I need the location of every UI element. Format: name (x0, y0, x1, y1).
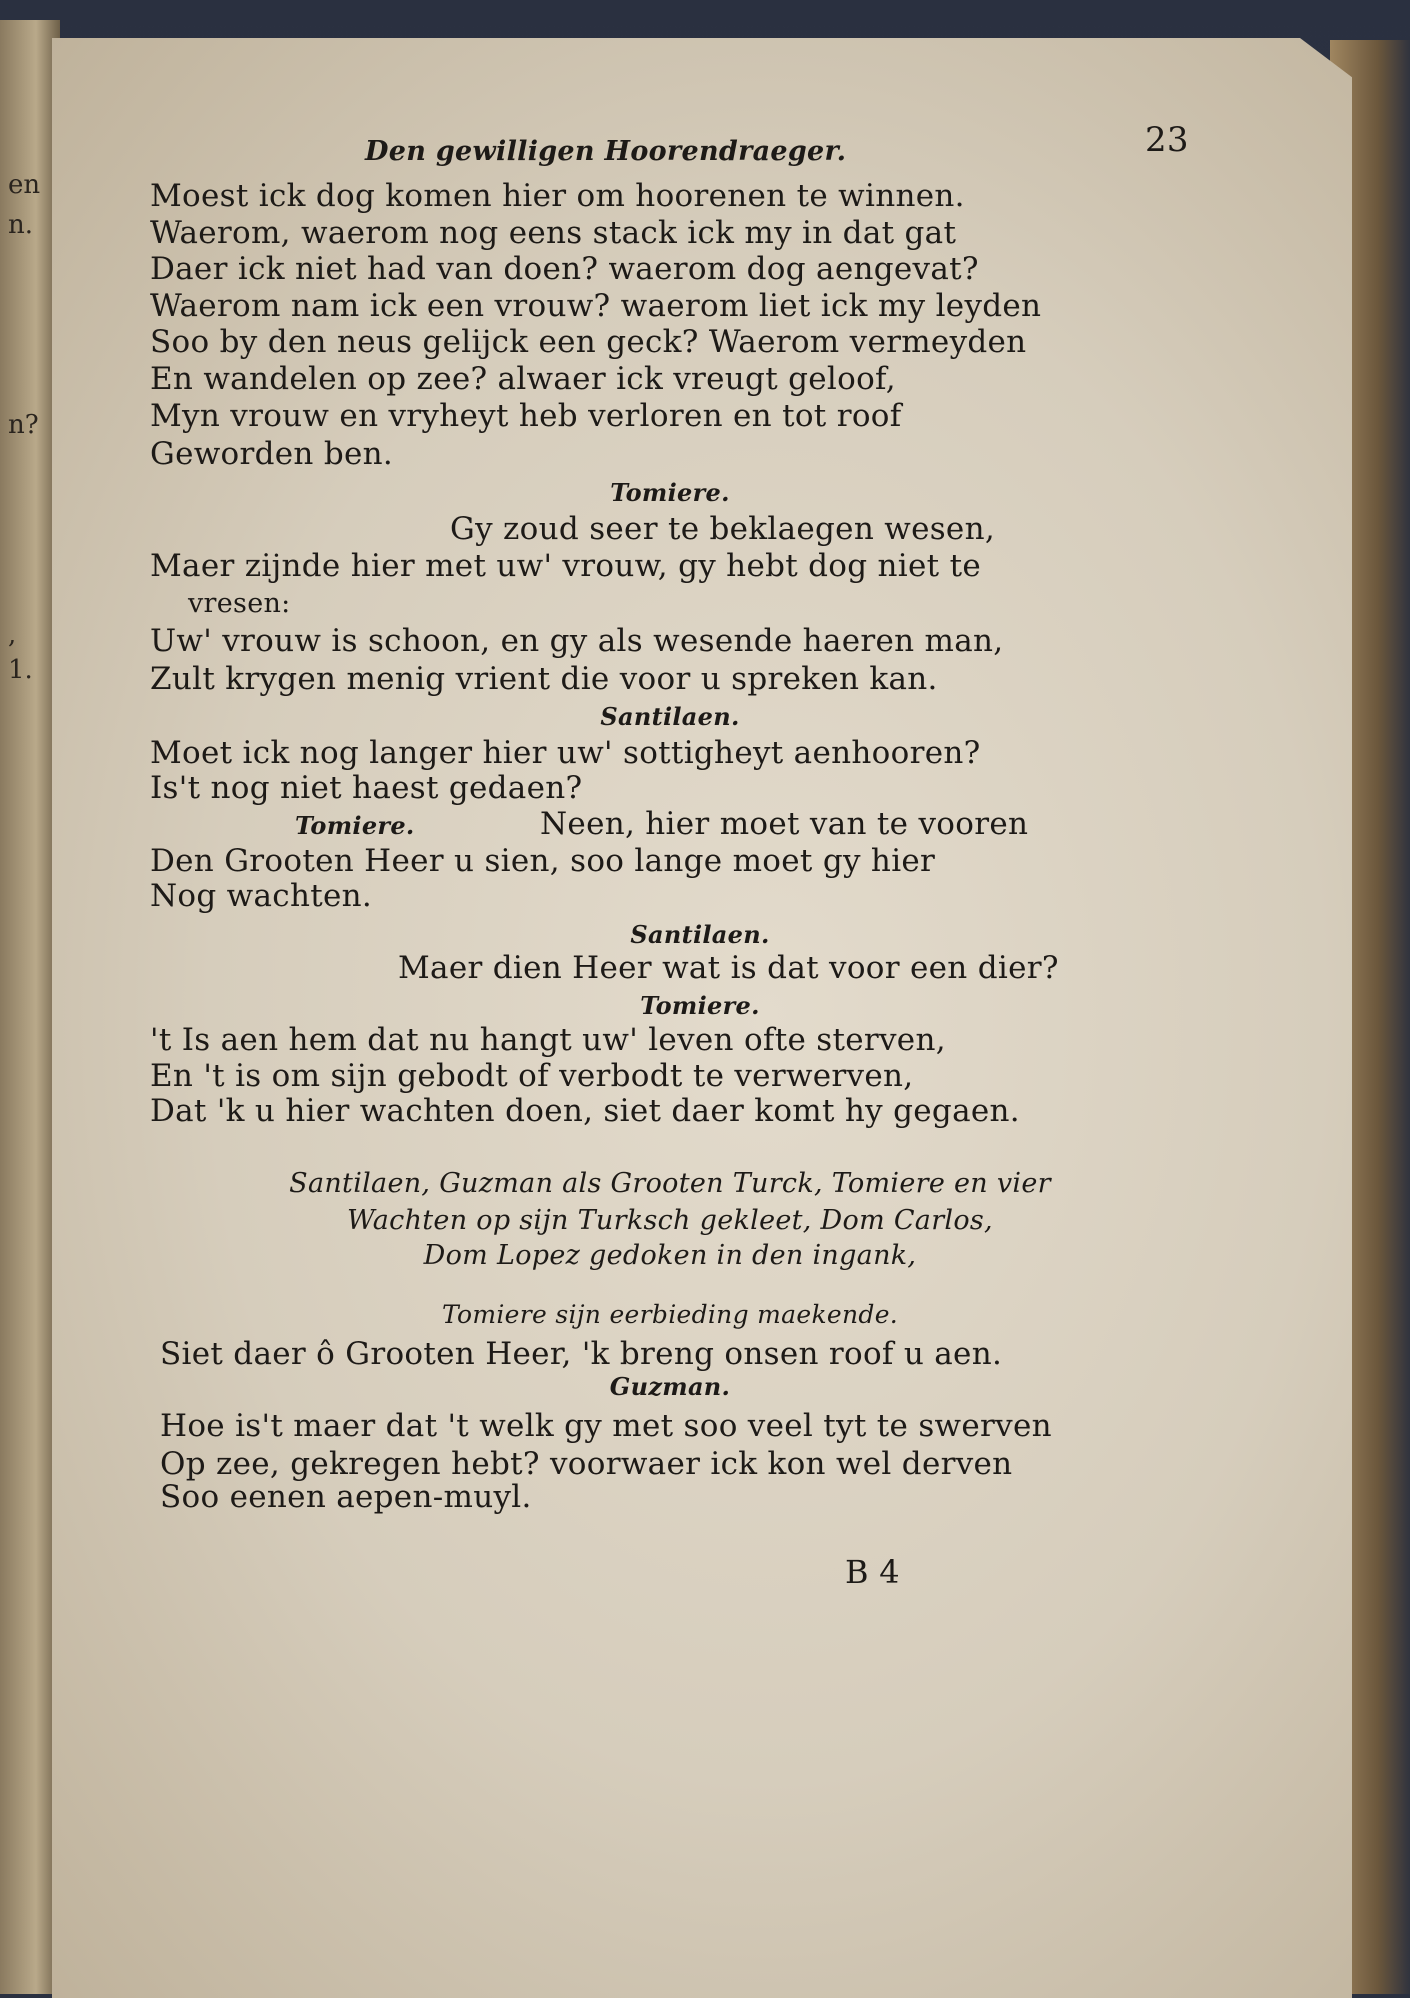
verse-line: Maer dien Heer wat is dat voor een dier? (398, 950, 1059, 986)
verse-line: Moest ick dog komen hier om hoorenen te winnen. (150, 178, 965, 214)
verse-line: Daer ick niet had van doen? waerom dog aengevat? (150, 251, 979, 287)
verse-line: En 't is om sijn gebodt of verbodt te verwerven, (150, 1058, 914, 1094)
verse-line: Siet daer ô Grooten Heer, 'k breng onsen roof u aen. (160, 1336, 1003, 1372)
verse-line: Den Grooten Heer u sien, soo lange moet gy hier (150, 843, 936, 879)
verse-line: Moet ick nog langer hier uw' sottigheyt aenhooren? (150, 735, 981, 771)
speaker-name: Tomiere. (610, 478, 730, 507)
verse-line: Soo eenen aepen-muyl. (160, 1479, 532, 1515)
verse-line: Waerom nam ick een vrouw? waerom liet ick my leyden (150, 288, 1042, 324)
speaker-name: Santilaen. (630, 920, 770, 949)
verse-line: Nog wachten. (150, 878, 373, 914)
page-number: 23 (1145, 120, 1189, 160)
left-fragment: n? (8, 410, 39, 440)
verse-line: Maer zijnde hier met uw' vrouw, gy hebt dog niet te (150, 548, 981, 584)
left-fragment: en (8, 170, 41, 200)
verse-line: Is't nog niet haest gedaen? (150, 770, 583, 806)
verse-line: Uw' vrouw is schoon, en gy als wesende haeren man, (150, 623, 1004, 659)
speaker-name: Tomiere. (640, 991, 760, 1020)
verse-line: Geworden ben. (150, 436, 394, 472)
left-fragment: 1. (8, 655, 33, 685)
verse-line: Gy zoud seer te beklaegen wesen, (450, 511, 996, 547)
verse-line: Zult krygen menig vrient die voor u spreken kan. (150, 661, 938, 697)
verse-line: En wandelen op zee? alwaer ick vreugt geloof, (150, 361, 896, 397)
left-fragment: , (8, 620, 17, 650)
verse-line: Soo by den neus gelijck een geck? Waerom vermeyden (150, 324, 1027, 360)
left-fragment: n. (8, 210, 34, 240)
stage-direction: Dom Lopez gedoken in den ingank, (423, 1240, 917, 1271)
verse-line: 't Is aen hem dat nu hangt uw' leven ofte sterven, (150, 1022, 946, 1058)
speaker-name: Guzman. (609, 1372, 731, 1401)
stage-direction: Santilaen, Guzman als Grooten Turck, Tomiere en vier (289, 1168, 1051, 1199)
verse-line: Op zee, gekregen hebt? voorwaer ick kon wel derven (160, 1446, 1013, 1482)
signature-mark: B 4 (845, 1553, 900, 1591)
verse-line: Hoe is't maer dat 't welk gy met soo veel tyt te swerven (160, 1408, 1052, 1444)
speaker-name: Santilaen. (600, 702, 740, 731)
running-title: Den gewilligen Hoorendraeger. (365, 136, 847, 167)
stage-direction: Wachten op sijn Turksch gekleet, Dom Carlos, (347, 1205, 993, 1236)
verse-line: Myn vrouw en vryheyt heb verloren en tot roof (150, 398, 902, 434)
verse-line: vresen: (188, 588, 291, 619)
verse-line: Waerom, waerom nog eens stack ick my in dat gat (150, 215, 957, 251)
speaker-name: Tomiere. (295, 811, 415, 840)
stage-direction: Tomiere sijn eerbieding maekende. (441, 1300, 899, 1329)
verse-line: Dat 'k u hier wachten doen, siet daer komt hy gegaen. (150, 1093, 1020, 1129)
verse-line: Neen, hier moet van te vooren (540, 806, 1029, 842)
